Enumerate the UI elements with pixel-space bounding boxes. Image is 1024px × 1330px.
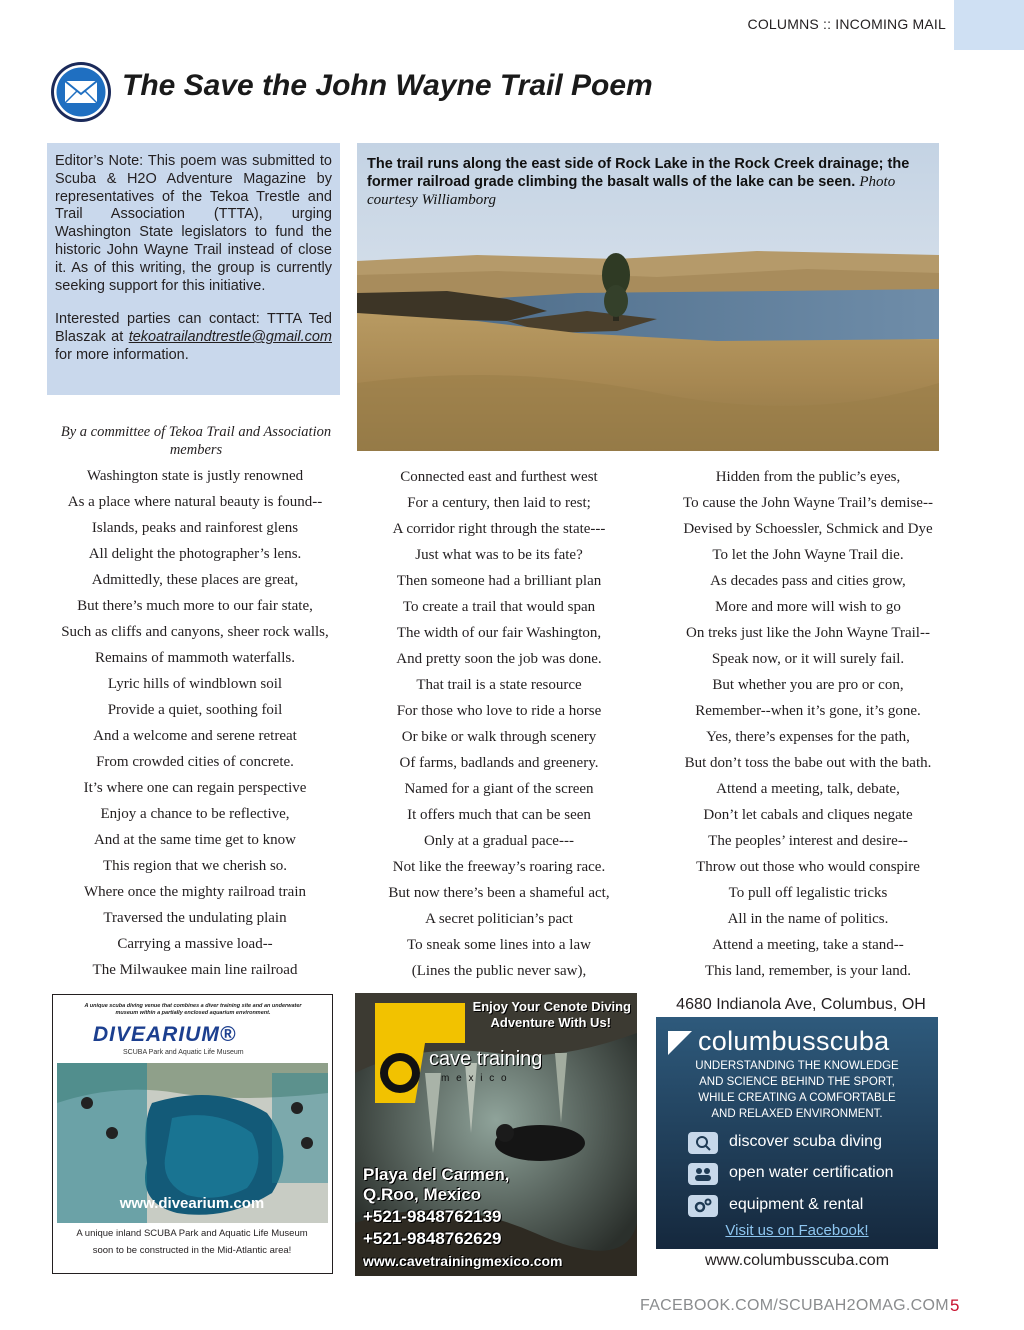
divearium-url[interactable]: www.divearium.com [119,1195,265,1212]
columbus-tagline-2: AND SCIENCE BEHIND THE SPORT, [699,1076,895,1088]
cave-url[interactable]: www.cavetrainingmexico.com [363,1253,563,1269]
poem-line: Connected east and furthest west [400,469,598,485]
poem-line: Just what was to be its fate? [415,547,583,563]
divearium-tagline: A unique scuba diving venue that combines a diver training site and an underwater museum within a partially enclosed aquarium environment. [84,1003,302,1016]
poem-line: And a welcome and serene retreat [93,728,297,744]
poem-line: To create a trail that would span [402,599,596,615]
cave-headline-line2: Adventure With Us! [490,1015,611,1030]
divearium-caption-line2: soon to be constructed in the Mid-Atlantic area! [92,1245,292,1256]
section-label: COLUMNS :: INCOMING MAIL [747,16,946,32]
poem-line: Or bike or walk through scenery [401,729,597,745]
divearium-logo: DIVEARIUM® [93,1023,237,1046]
footer-url[interactable]: FACEBOOK.COM/SCUBAH2OMAG.COM [640,1297,949,1314]
columbus-tagline-4: AND RELAXED ENVIRONMENT. [711,1108,883,1120]
poem-line: It’s where one can regain perspective [83,780,307,796]
poem-column-2 [356,464,642,984]
poem-line: Named for a giant of the screen [404,781,594,797]
poem-line: Islands, peaks and rainforest glens [91,520,299,536]
cave-location-line1: Playa del Carmen, [363,1165,510,1184]
poem-line: Hidden from the public’s eyes, [715,469,901,485]
poem-line: But now there’s been a shameful act, [388,885,610,901]
poem-line: From crowded cities of concrete. [96,754,294,770]
poem-line: This region that we cherish so. [102,858,288,874]
poem-line: Yes, there’s expenses for the path, [706,729,910,745]
caption-text: The trail runs along the east side of Rock Lake in the Rock Creek drainage; the former railroad grade climbing the basalt walls of the lake can be seen. [367,156,910,190]
poem-line: Enjoy a chance to be reflective, [100,806,290,822]
poem-line: Don’t let cabals and cliques negate [703,807,913,823]
poem-line: As decades pass and cities grow, [710,573,906,589]
poem-line: To cause the John Wayne Trail’s demise-- [683,495,933,511]
poem-line: To sneak some lines into a law [407,937,591,953]
service-discover: discover scuba diving [729,1133,882,1150]
poem-line: Remains of mammoth waterfalls. [95,650,295,666]
poem-line: For those who love to ride a horse [396,703,602,719]
poem-line: But there’s much more to our fair state, [77,598,313,614]
columbus-tagline-3: WHILE CREATING A COMFORTABLE [698,1092,896,1104]
contact-suffix: for more information. [55,346,189,363]
contact-email-link[interactable]: tekoatrailandtrestle@gmail.com [128,329,332,346]
service-certification: open water certification [729,1164,894,1181]
poem-line: Speak now, or it will surely fail. [711,651,905,667]
cave-location-line2: Q.Roo, Mexico [363,1185,482,1204]
poem-line: Then someone had a brilliant plan [396,573,602,589]
poem-column-3 [660,464,956,984]
poem-line: All delight the photographer’s lens. [88,546,302,562]
poem-line: (Lines the public never saw), [411,963,587,979]
poem-line: As a place where natural beauty is found-- [67,494,323,510]
poem-line: Attend a meeting, take a stand-- [712,937,904,953]
poem-line: This land, remember, is your land. [704,963,911,979]
article-title: The Save the John Wayne Trail Poem [122,69,653,102]
poem-line: Remember--when it’s gone, it’s gone. [695,703,921,719]
poem-line: Of farms, badlands and greenery. [399,755,599,771]
poem-line: Attend a meeting, talk, debate, [716,781,900,797]
poem-byline: By a committee of Tekoa Trail and Association members [60,424,332,458]
service-equipment: equipment & rental [729,1196,864,1213]
poem-line: To let the John Wayne Trail die. [712,547,904,563]
cave-training-ad[interactable] [355,993,637,1276]
columbus-logo: columbusscuba [698,1026,890,1056]
poem-line: That trail is a state resource [416,677,582,693]
poem-line: All in the name of politics. [727,911,889,927]
poem-line: More and more will wish to go [715,599,901,615]
poem-line: Not like the freeway’s roaring race. [392,859,606,875]
poem-line: Lyric hills of windblown soil [107,676,283,692]
cave-logo-country: m e x i c o [441,1073,509,1084]
poem-column-1 [52,463,338,983]
people-icon [688,1163,718,1185]
poem-line: The width of our fair Washington, [396,625,602,641]
poem-line: For a century, then laid to rest; [407,495,591,511]
poem-line: Washington state is justly renowned [86,468,304,484]
poem-line: Traversed the undulating plain [103,910,287,926]
columbus-url[interactable]: www.columbusscuba.com [704,1252,890,1269]
poem-line: Admittedly, these places are great, [91,572,299,588]
poem-line: And pretty soon the job was done. [396,651,602,667]
gear-icon [688,1195,718,1217]
editors-note-box [47,143,340,395]
poem-line: Only at a gradual pace--- [424,833,574,849]
photo-caption [367,155,927,209]
corner-accent-block [954,0,1024,50]
poem-line: It offers much that can be seen [407,807,591,823]
divearium-ad[interactable] [52,994,333,1274]
poem-line: Provide a quiet, soothing foil [107,702,283,718]
facebook-link[interactable]: Visit us on Facebook! [725,1222,869,1239]
divearium-caption-line1: A unique inland SCUBA Park and Aquatic Life Museum [76,1228,308,1239]
poem-line: Carrying a massive load-- [117,936,273,952]
cave-logo: cave training [429,1048,543,1070]
columbus-scuba-ad[interactable] [656,1017,938,1249]
poem-line: A secret politician’s pact [425,911,573,927]
poem-line: On treks just like the John Wayne Trail-- [686,625,930,641]
poem-line: Throw out those who would conspire [696,859,920,875]
envelope-icon [50,61,112,123]
divearium-subtitle: SCUBA Park and Aquatic Life Museum [123,1049,244,1056]
cave-phone-1[interactable]: +521-9848762139 [363,1207,502,1226]
poem-line: But don’t toss the babe out with the bath. [684,755,932,771]
caption-credit: Photo courtesy Williamborg [367,174,896,208]
columbus-tagline-1: UNDERSTANDING THE KNOWLEDGE [695,1060,899,1072]
poem-line: But whether you are pro or con, [712,677,904,693]
poem-line: Where once the mighty railroad train [84,884,306,900]
page-number: 5 [950,1296,960,1315]
poem-line: To pull off legalistic tricks [728,885,888,901]
poem-line: The peoples’ interest and desire-- [708,833,908,849]
poem-line: A corridor right through the state--- [392,521,606,537]
cave-headline-line1: Enjoy Your Cenote Diving [472,999,631,1014]
editors-note-contact [55,311,332,364]
editors-note-paragraph: Editor’s Note: This poem was submitted to Scuba & H2O Adventure Magazine by representatives of the Tekoa Trestle and Trail Association (TTTA), urging Washington State legislators to fund the historic John Wayne Trail instead of close it. As of this writing, the group is currently seeking support for this initiative. [55,153,332,294]
poem-line: The Milwaukee main line railroad [92,962,298,978]
poem-line: Devised by Schoessler, Schmick and Dye [683,521,933,537]
cave-phone-2[interactable]: +521-9848762629 [363,1229,502,1248]
poem-line: And at the same time get to know [93,832,297,848]
columbus-address: 4680 Indianola Ave, Columbus, OH [676,996,926,1013]
search-icon [688,1132,718,1154]
poem-line: Such as cliffs and canyons, sheer rock walls, [61,624,329,640]
contact-prefix: Interested parties can contact: TTTA Ted Blaszak at [55,311,332,346]
